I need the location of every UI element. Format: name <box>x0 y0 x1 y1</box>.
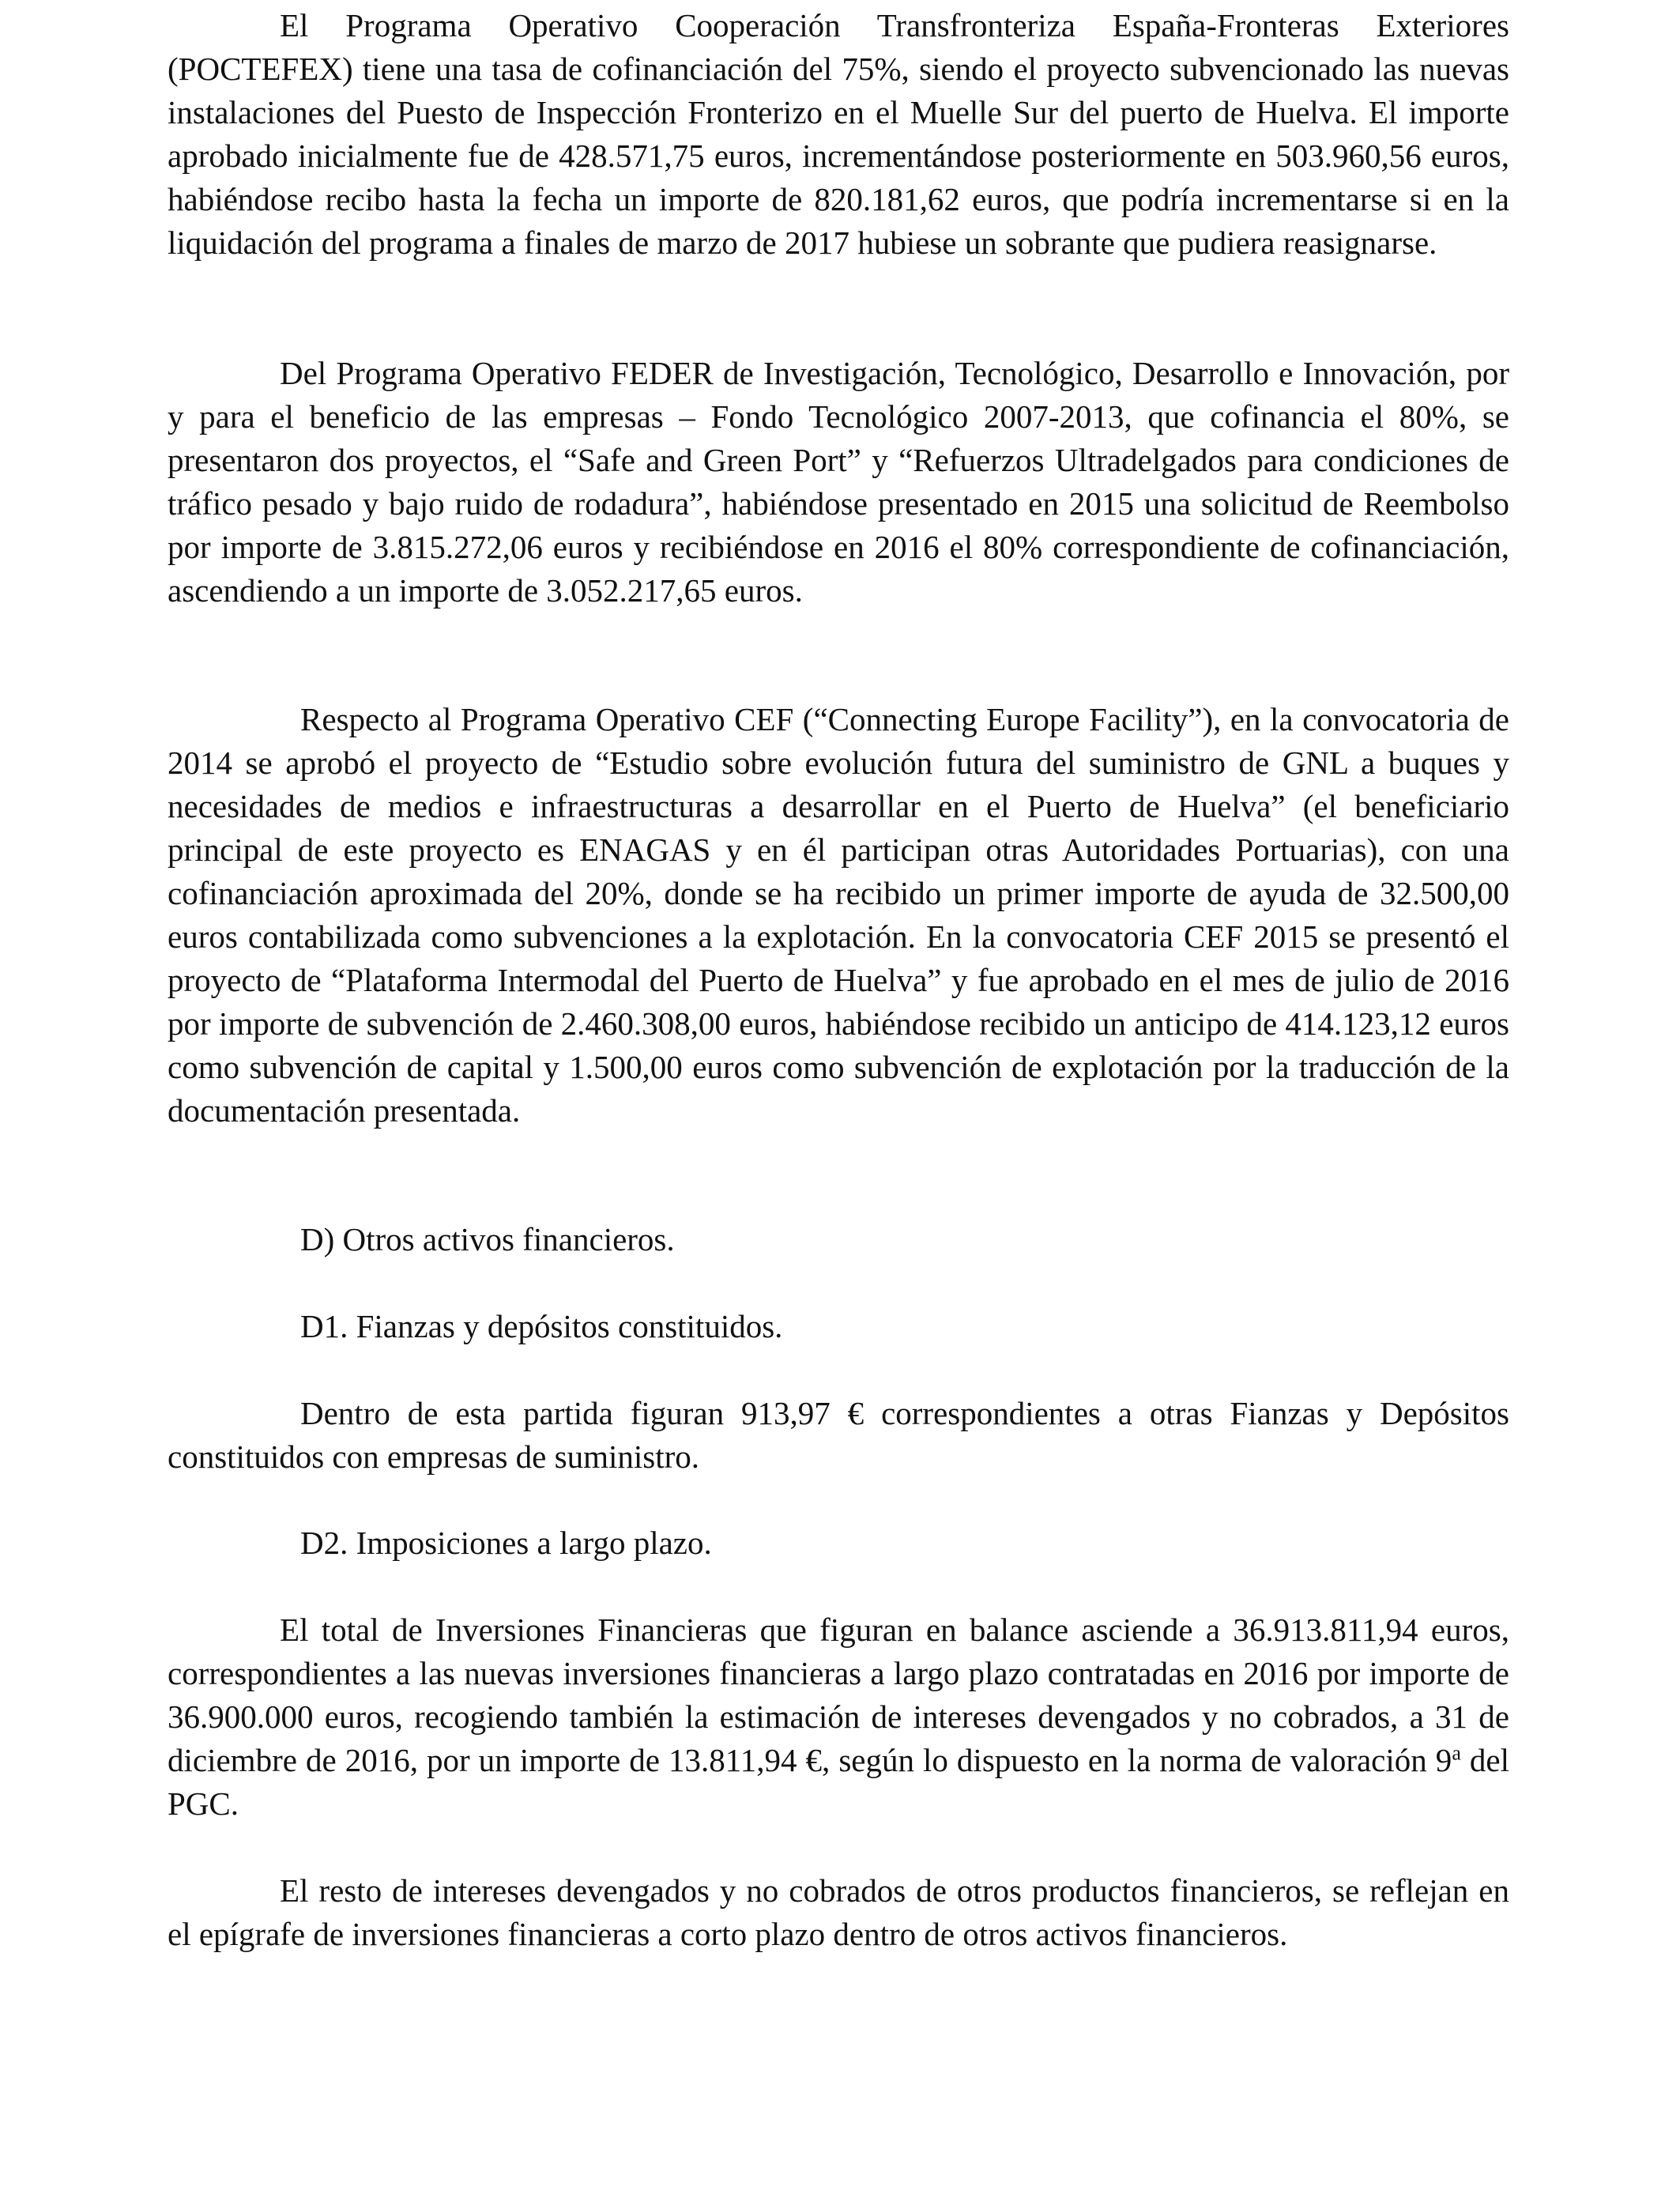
paragraph-feder: Del Programa Operativo FEDER de Investigación, Tecnológico, Desarrollo e Innovación, por y para el beneficio de las empresas – Fondo Tecnológico 2007-2013, que cofinancia el 80%, se presentaron dos proyectos, el “Safe and Green Port” y “Refuerzos Ultradelgados para condiciones de tráfico pesado y bajo ruido de rodadura”, habiéndose presentado en 2015 una solicitud de Reembolso por importe de 3.815.272,06 euros y recibiéndose en 2016 el 80% correspondiente de cofinanciación, ascendiendo a un importe de 3.052.217,65 euros. <box>168 355 1509 609</box>
paragraph-resto: El resto de intereses devengados y no cobrados de otros productos financieros, se reflejan en el epígrafe de inversiones financieras a corto plazo dentro de otros activos financieros. <box>168 1872 1509 1952</box>
heading-d1: D1. Fianzas y depósitos constituidos. <box>300 1308 783 1344</box>
ordinal-superscript: a <box>1452 1741 1461 1765</box>
paragraph-fianzas: Dentro de esta partida figuran 913,97 € correspondientes a otras Fianzas y Depósitos constituidos con empresas de suministro. <box>168 1395 1509 1475</box>
heading-d2: D2. Imposiciones a largo plazo. <box>300 1525 712 1561</box>
heading-otros-activos: D) Otros activos financieros. <box>300 1221 675 1257</box>
paragraph-poctefex: El Programa Operativo Cooperación Transfronteriza España-Fronteras Exteriores (POCTEFEX) tiene una tasa de cofinanciación del 75%, siendo el proyecto subvencionado las nuevas instalaciones del Puesto de Inspección Fronterizo en el Muelle Sur del puerto de Huelva. El importe aprobado inicialmente fue de 428.571,75 euros, incrementándose posteriormente en 503.960,56 euros, habiéndose recibo hasta la fecha un importe de 820.181,62 euros, que podría incrementarse si en la liquidación del programa a finales de marzo de 2017 hubiese un sobrante que pudiera reasignarse. <box>168 7 1509 261</box>
paragraph-inversiones <box>168 1608 1509 1826</box>
paragraph-inversiones-text: El total de Inversiones Financieras que figuran en balance asciende a 36.913.811,94 euros, correspondientes a las nuevas inversiones financieras a largo plazo contratadas en 2016 por importe de 36.900.000 euros, recogiendo también la estimación de intereses devengados y no cobrados, a 31 de diciembre de 2016, por un importe de 13.811,94 €, según lo dispuesto en la norma de valoración 9 <box>168 1612 1509 1778</box>
paragraph-cef: Respecto al Programa Operativo CEF (“Connecting Europe Facility”), en la convocatoria de 2014 se aprobó el proyecto de “Estudio sobre evolución futura del suministro de GNL a buques y necesidades de medios e infraestructuras a desarrollar en el Puerto de Huelva” (el beneficiario principal de este proyecto es ENAGAS y en él participan otras Autoridades Portuarias), con una cofinanciación aproximada del 20%, donde se ha recibido un primer importe de ayuda de 32.500,00 euros contabilizada como subvenciones a la explotación. En la convocatoria CEF 2015 se presentó el proyecto de “Plataforma Intermodal del Puerto de Huelva” y fue aprobado en el mes de julio de 2016 por importe de subvención de 2.460.308,00 euros, habiéndose recibido un anticipo de 414.123,12 euros como subvención de capital y 1.500,00 euros como subvención de explotación por la traducción de la documentación presentada. <box>168 701 1509 1129</box>
paragraph-inversiones-end: del PGC. <box>168 1742 1509 1822</box>
